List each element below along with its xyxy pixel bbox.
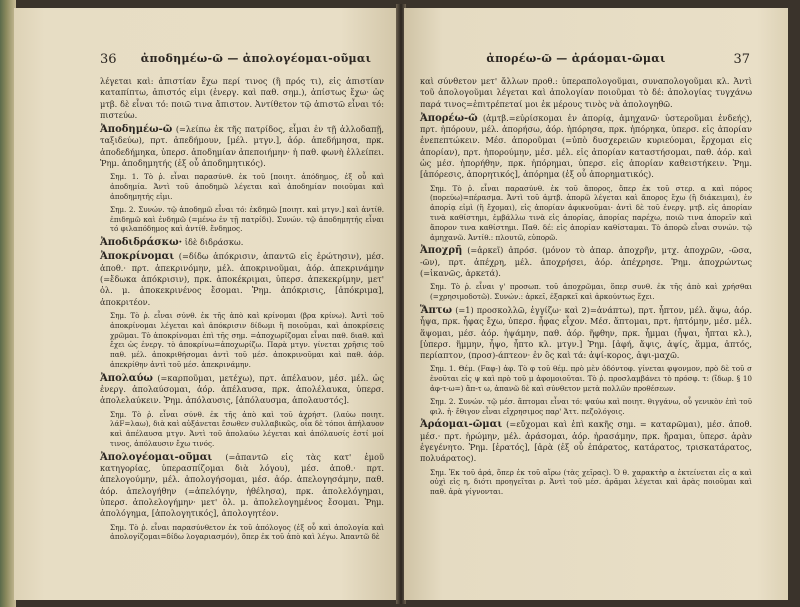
entry-text: (ἀμτβ.=εὑρίσκομαι ἐν ἀπορίᾳ, ἀμηχανῶ· ὑστεροῦμαι ἐνδεής), πρτ. ἠπόρουν, μέλ. ἀπορήσω, ἀόρ. ἠπόρησα, πρκ. ἠπόρηκα, ὑπερσ. εἰς ἀπορίαν ἐνεπεπτώκειν. Μέσ. ἀποροῦμαι (=ὑπὸ δυσχερειῶν κυριεύομαι, ἔρχομαι εἰς ἀπορίαν), πρτ. ἠπορούμην, μέσ. μέλ. εἰς ἀπορίαν καταστήσομαι, παθ. ἀόρ. καὶ ὡς μέσ. ἠπορήθην, πρκ. ἠπόρημαι, ὑπερσ. εἰς ἀπορίαν καθειστήκειν. Ῥημ. [ἀπόρεσις, ἀπορητικός], ἀπόρημα (ἐξ οὗ ἀπορηματικός). bbox=[420, 112, 752, 180]
entry-headword: Ἀποδιδράσκω· bbox=[100, 237, 183, 249]
note-paragraph bbox=[110, 523, 384, 543]
note-paragraph bbox=[110, 410, 384, 449]
dictionary-entry bbox=[100, 373, 384, 407]
dictionary-entry bbox=[420, 305, 752, 361]
dictionary-entry bbox=[420, 113, 752, 181]
entry-text: Σημ. 2. Συνών. τῷ ἀποδημῶ εἶναι τό: ἐκδημῶ [ποιητ. καὶ μτγν.] καὶ ἀντίθ. ἐπιδημῶ καὶ ἐνδημῶ (=μένω ἐν τῇ πατρίδι). Συνών. τῷ ἀποδημητής εἶναι τό φιλαπόδημος καὶ ἀντίθ. ἔνδημος. bbox=[110, 204, 384, 234]
right-page bbox=[404, 8, 788, 600]
entry-text: Σημ. Τὸ ῥ. εἶναι γ' προσωπ. τοῦ ἀποχρῶμαι, ὅπερ συνθ. ἐκ τῆς ἀπὸ καὶ χρήσθαι (=χρησιμοδοτῶ). Συνών.: ἀρκεῖ, ἐξαρκεῖ καὶ ἀρκούντως ἔχει. bbox=[430, 282, 752, 302]
entry-text: (=ἀρκεῖ) ἀπρόσ. (μόνον τὸ ἀπαρ. ἀποχρῆν, μτχ. ἀποχρῶν, -ῶσα, -ῶν), πρτ. ἀπέχρη, μέλ. ἀποχρήσει, ἀόρ. ἀπέχρησε. Ῥημ. ἀποχρώντως (=ἱκανῶς, ἀρκετά). bbox=[420, 245, 752, 279]
note-paragraph bbox=[430, 184, 752, 243]
left-page bbox=[14, 8, 398, 600]
entry-text: Σημ. 1. Θέμ. (Fαφ-) ἀφ. Τὸ φ τοῦ θέμ. πρὸ μὲν ὀδόντοφ. γίνεται φψονμον, πρὸ δὲ τοῦ σ ἑνοῦται εἰς ψ καὶ πρὸ τοῦ μ ἀφομοιοῦται. Τὸ ῥ. προσλαμβάνει τὸ πρόσφ. τ: (ἴδωρ. § 10 ἀφ-τ-ω=) ἅπ-τ ω, ἀπανῶ δὲ καὶ σύνθετον μετὰ πολλῶν προθέσεων. bbox=[430, 364, 752, 394]
right-page-number: 37 bbox=[733, 52, 750, 67]
entry-headword: Ἀπολαύω bbox=[100, 372, 153, 384]
note-paragraph bbox=[430, 468, 752, 497]
dictionary-entry bbox=[100, 452, 384, 520]
dictionary-entry bbox=[420, 245, 752, 279]
right-running-head: ἀπορέω-ῶ — ἀράομαι-ῶμαι bbox=[486, 52, 666, 65]
entry-text: Σημ. Τὸ ῥ. εἶναι παρασύνθ. ἐκ τοῦ ἄπορος, ὅπερ ἐκ τοῦ στερ. α καὶ πόρος (πορεύω)=πέρασμα. Ἀντὶ τοῦ ἀμτβ. ἀπορῶ λέγεται καὶ ἄπορος ἔχω (ἢ διάκειμαι), ἐν ἀπορίᾳ εἰμὶ (ἢ ἔχομαι), εἰς ἀπορίαν ἀφικνοῦμαι· ἀντὶ δὲ τοῦ ἐνεργ. μτβ. εἰς ἀπορίαν τινὰ καθίστημι, ἐμβάλλω τινὰ εἰς ἀπορίας, ἀπορίας παρέχω, ποιῶ τινα ἀπορεῖν καὶ ἄπορον τινα καθίστημι. Παθ. δέ: εἰς ἀπορίαν καθίσταμαι. Τὸ ἀπορῶ εἶναι συνών. τῷ ἀμηχανῶ. Ἀντίθ.: πλουτῶ, εὐπορῶ. bbox=[430, 183, 752, 242]
entry-text: (=λείπω ἐκ τῆς πατρίδος, εἶμαι ἐν τῇ ἀλλοδαπῇ, ταξιδεύω), πρτ. ἀπεδήμουν, [μέλ. μτγν.], ἀόρ. ἀπεδήμησα, πρκ. ἀποδεδήμηκα, ὑπερσ. ἀποδημίαν ἀπεποιήμην· ἡ παθ. φωνὴ ἐλλείπει. Ῥημ. ἀποδημητής (ἐξ οὗ ἀποδημητικός). bbox=[100, 124, 385, 169]
entry-text: λέγεται καὶ: ἀπιστίαν ἔχω περί τινος (ἢ πρός τι), εἰς ἀπιστίαν καταπίπτω, ἀπιστός εἰμι (ἐνεργ. καὶ παθ. σημ.), ἀπίστως ἔχω· ὡς μτβ. δὲ εἶναι τό: ποιῶ τινα ἄπιστον. Ἀντίθετον τῷ ἀπιστῶ εἶναι τό: πιστεύω. bbox=[100, 76, 384, 120]
continued-paragraph bbox=[100, 76, 384, 121]
entry-text: (=δίδω ἀπόκρισιν, ἀπαντῶ εἰς ἐρώτησιν), μέσ. ἀποθ.· πρτ. ἀπεκρινόμην, μέλ. ἀποκρινοῦμαι, ἀόρ. ἀπεκρινάμην (=ἔδωκα ἀπόκρισιν), πρκ. ἀποκέκριμαι, ὑπερσ. ἀπεκεκρίμην, μετ' ὀλ. μ. ἀποκεκρινένος ἔσομαι. Ῥημ. ἀπόκρισις, [ἀπόκριμα], ἀποκριτέον. bbox=[100, 251, 384, 307]
entry-headword: Ἀποδημέω-ῶ bbox=[100, 124, 173, 136]
entry-text: Σημ. 2. Συνών. τῷ μέσ. ἅπτομαι εἶναι τό: ψαύω καὶ ποιητ. θιγγάνω, οὗ γενικὸν ἐπὶ τοῦ φιλ. ἡ· ἔθιγον εἶναι εἴχρησιμος παρ' Ἀττ. πεζολόγοις. bbox=[430, 396, 752, 416]
dictionary-entry bbox=[100, 237, 384, 248]
note-paragraph bbox=[430, 364, 752, 393]
entry-text: καὶ σύνθετον μετ' ἄλλων προθ.: ὑπεραπολογοῦμαι, συναπολογοῦμαι κλ. Ἀντὶ τοῦ ἀπολογοῦμαι λέγεται καὶ ἀπολογίαν ποιοῦμαι τὸ δέ: ἀπολογίας τυγχάνω παρά τινος=ἐπιτρέπεταί μοι ἐκ μέρους τινὸς νὰ ἀπολογηθῶ. bbox=[420, 76, 752, 109]
entry-text: Σημ. Τὸ ῥ. εἶναι σύνθ. ἐκ τῆς ἀπὸ καὶ τοῦ ἀχρήστ. (λαύω ποιητ. λάF=λαω), διὰ καὶ αὐξάνεται ἔσωθεν συλλαβικῶς, οἷα δὲ τόποι ἀπήλαυον καὶ ἀπέλαυσα μτγν. Ἀντὶ τοῦ ἀπολαύω λέγεται καὶ ἀπόλαυσίς ἐστί μοί τινος, ἀπόλαυσιν ἔχω τινός. bbox=[110, 409, 384, 448]
entry-text: (=εὔχομαι καὶ ἐπὶ κακῆς σημ. = καταρῶμαι), μέσ. ἀποθ. μέσ.· πρτ. ἠρώμην, μέλ. ἀράσομαι, ἀόρ. ἠρασάμην, πρκ. ἤραμαι, ὑπερσ. ἀρὰν ἐγεγένητο. Ῥημ. [ἐρατός], [ἀρὰ (ἐξ οὗ ἐπάρατος, κατάρατος, τρισκατάρατος, πολυάρατος). bbox=[420, 419, 752, 464]
left-page-number: 36 bbox=[100, 52, 117, 67]
entry-text: (=καρποῦμαι, μετέχω), πρτ. ἀπέλαυον, μέσ. μέλ. ὡς ἐνεργ. ἀπολαύσομαι, ἀόρ. ἀπέλαυσα, πρκ. ἀπολέλαυκα, ὑπερσ. ἀπολελαύκειν. Ῥημ. ἀπόλαυσις, [ἀπόλαυσμα, ἀπολαυστός]. bbox=[100, 372, 384, 406]
continued-paragraph bbox=[420, 76, 752, 110]
note-paragraph bbox=[430, 397, 752, 417]
entry-headword: Ἀποκρίνομαι bbox=[100, 251, 175, 263]
right-page-content bbox=[420, 76, 752, 594]
dictionary-entry bbox=[100, 251, 384, 307]
entry-headword: Ἀποχρῆ bbox=[420, 245, 463, 257]
note-paragraph bbox=[430, 282, 752, 302]
left-running-head: ἀποδημέω-ῶ — ἀπολογέομαι-οῦμαι bbox=[140, 52, 372, 65]
entry-text: Σημ. Τὸ ῥ. εἶναι σύνθ. ἐκ τῆς ἀπὸ καὶ κρίνομαι (βρα κρίνω). Ἀντὶ τοῦ ἀποκρίνομαι λέγεται καὶ ἀπόκρισιν δίδωμι ἢ ποιοῦμαι, καὶ ἀποκρίσεις χρῶμαι. Τὸ ἀποκρίνομαι ἐπὶ τῆς σημ. =ἀποχωρίζομαι εἶναι παθ. διαθ. καὶ ἔχει ὡς ἐνεργ. τὸ ἀποκρίνω=ἀποχωρίζω. Παρὰ μτγν. γίνεται χρῆσις τοῦ παθ. μέλ. ἀποκριθήσομαι ἀντὶ τοῦ μέσ. ἀποκρινοῦμαι καὶ παθ. ἀόρ. ἀπεκρίθην ἀντὶ τοῦ μέσ. ἀπεκρινάμην. bbox=[110, 310, 384, 369]
entry-text: (=ἀπαντῶ εἰς τὰς κατ' ἐμοῦ κατηγορίας, ὑπερασπίζομαι διὰ λόγου), μέσ. ἀποθ.· πρτ. ἀπελογούμην, μέλ. ἀπολογήσομαι, μέσ. ἀόρ. ἀπελογησάμην, παθ. ἀόρ. ἀπελογήθην (=ἀπελόγην, ἠθέλησα), πρκ. ἀπολελόγημαι, ὑπερσ. ἀπολελογήμην· μετ' ὀλ. μ. ἀπολελογημένος ἔσομαι. Ῥημ. ἀπολόγημα, [ἀπολογητικός], ἀπολογητέον. bbox=[100, 451, 384, 519]
entry-headword: Ἀράομαι-ῶμαι bbox=[420, 419, 503, 431]
entry-text: Σημ. Τὸ ῥ. εἶναι παρασύνθετον ἐκ τοῦ ἀπόλογος (ἐξ οὗ καὶ ἀπολογία καὶ ἀπολογίζομαι=δίδω λογαριασμόν), ὅπερ ἐκ τοῦ ἀπὸ καὶ λέγω. Ἀπαντῶ δὲ bbox=[110, 522, 384, 542]
note-paragraph bbox=[110, 172, 384, 201]
note-paragraph bbox=[110, 205, 384, 234]
dictionary-entry bbox=[100, 124, 384, 169]
entry-headword: Ἀπορέω-ῶ bbox=[420, 112, 478, 124]
entry-headword: Ἀπολογέομαι-οῦμαι bbox=[100, 451, 213, 463]
note-paragraph bbox=[110, 311, 384, 370]
dictionary-entry bbox=[420, 419, 752, 464]
left-page-content bbox=[100, 76, 384, 594]
entry-text: ἰδὲ διδράσκω. bbox=[184, 237, 244, 248]
entry-text: Σημ. 1. Τὸ ῥ. εἶναι παρασύνθ. ἐκ τοῦ [ποιητ. ἀπόδημος, ἐξ οὗ καὶ ἀποδημία. Ἀντὶ τοῦ ἀποδημῶ λέγεται καὶ ἀποδημίαν ποιοῦμαι καὶ ἀποδημητής εἰμι. bbox=[110, 172, 384, 201]
entry-headword: Ἅπτω bbox=[420, 304, 453, 316]
entry-text: Σημ. Ἐκ τοῦ ἀρά, ὅπερ ἐκ τοῦ αἴρω (τὰς χεῖρας). Ὁ θ. χαρακτὴρ α ἐκτείνεται εἰς α καὶ οὐχὶ εἰς η, διότι προηγεῖται ρ. Ἀντὶ τοῦ μέσ. ἀρᾶμαι λέγεται καὶ ἀρὰς ποιοῦμαι καὶ παθ. ἀρὰ γίγνονται. bbox=[430, 467, 752, 497]
entry-text: (=1) προσκολλῶ, ἐγγίζω· καὶ 2)=ἀνάπτω), πρτ. ἧπτον, μέλ. ἅψω, ἀόρ. ἧψα, πρκ. ἧφας ἔχω, ὑπερσ. ἧφας εἶχον. Μέσ. ἅπτομαι, πρτ. ἡπτόμην, μέσ. μέλ. ἅψομαι, μέσ. ἀόρ. ἡψάμην, παθ. ἀόρ. ἥφθην, πρκ. ἧμμαι (ἧψαι, ἧπται κλ.), [ὑπερσ. ἥμμην, ἧψο, ἧπτο κλ. μτγν.] Ῥημ. [ἀφή, ἅψις, ἀψίς, ἅμμα, ἀπτός, περίαπτον, (προσ)-άπτεον· ἐν ὃς καὶ τά: ἀψί-κορος, ἀψι-μαχῶ. bbox=[420, 304, 752, 361]
